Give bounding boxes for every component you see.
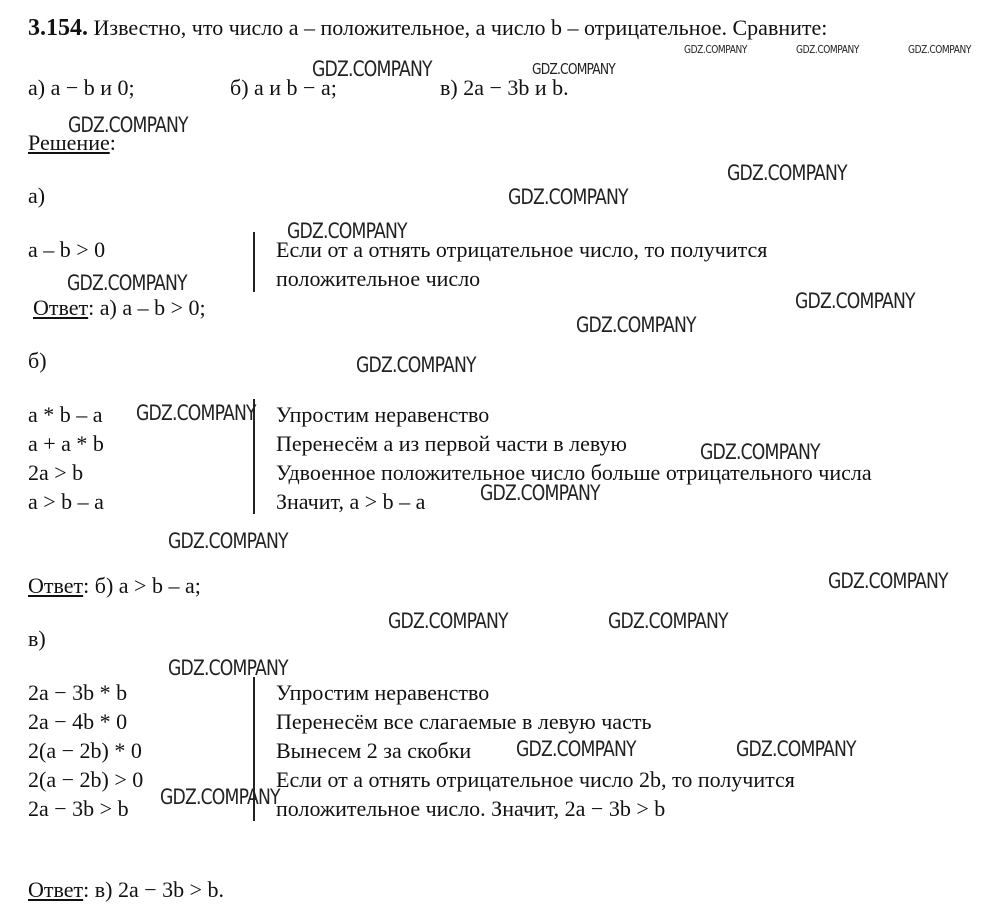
problem-number: 3.154. — [28, 15, 88, 41]
watermark: GDZ.COMPANY — [796, 43, 859, 56]
part-c-answer-text: : в) 2a − 3b > b. — [83, 877, 225, 902]
part-c-step-1: 2a − 3b * b — [28, 680, 128, 705]
part-b-comment-4: Значит, a > b – a — [276, 489, 426, 514]
watermark: GDZ.COMPANY — [312, 57, 432, 81]
part-b-step-4: a > b – a — [28, 489, 104, 514]
watermark: GDZ.COMPANY — [576, 313, 696, 337]
solution-colon: : — [109, 130, 116, 155]
part-b-comment-2: Перенесём a из первой части в левую — [276, 431, 627, 456]
watermark: GDZ.COMPANY — [700, 440, 820, 464]
watermark: GDZ.COMPANY — [908, 43, 971, 56]
part-a-label: а) — [28, 183, 46, 208]
answer-word: Ответ — [28, 573, 84, 598]
problem-header — [28, 15, 827, 41]
part-c-step-4: 2(a − 2b) > 0 — [28, 767, 144, 792]
part-b-answer-text: : б) a > b – a; — [83, 573, 201, 598]
task-part-a: а) a − b и 0; — [28, 75, 135, 100]
part-a-step-1: a – b > 0 — [28, 237, 106, 262]
watermark: GDZ.COMPANY — [532, 60, 615, 78]
part-a-comment-1: Если от a отнять отрицательное число, то получится — [276, 237, 768, 262]
watermark: GDZ.COMPANY — [160, 785, 280, 809]
part-a-comment-2: положительное число — [276, 266, 481, 291]
part-c-comment-4: Если от a отнять отрицательное число 2b, то получится — [276, 767, 795, 792]
task-part-c: в) 2a − 3b и b. — [440, 75, 569, 100]
answer-word: Ответ — [33, 295, 89, 320]
watermark: GDZ.COMPANY — [508, 185, 628, 209]
part-b-answer — [28, 573, 201, 599]
part-c-step-3: 2(a − 2b) * 0 — [28, 738, 142, 763]
watermark: GDZ.COMPANY — [356, 353, 476, 377]
watermark: GDZ.COMPANY — [68, 113, 188, 137]
watermark: GDZ.COMPANY — [480, 481, 600, 505]
part-b-comment-3: Удвоенное положительное число больше отрицательного числа — [276, 460, 872, 485]
watermark: GDZ.COMPANY — [168, 656, 288, 680]
watermark: GDZ.COMPANY — [287, 219, 407, 243]
watermark: GDZ.COMPANY — [795, 289, 915, 313]
part-c-answer — [28, 877, 224, 903]
task-part-b: б) a и b − a; — [230, 75, 337, 100]
watermark: GDZ.COMPANY — [516, 737, 636, 761]
answer-word: Ответ — [28, 877, 84, 902]
part-c-comment-1: Упростим неравенство — [276, 680, 490, 705]
part-c-label: в) — [28, 626, 46, 651]
solution-word: Решение — [28, 130, 110, 155]
part-b-step-2: a + a * b — [28, 431, 104, 456]
part-c-comment-5: положительное число. Значит, 2a − 3b > b — [276, 796, 666, 821]
watermark: GDZ.COMPANY — [67, 271, 187, 295]
watermark: GDZ.COMPANY — [828, 569, 948, 593]
problem-statement: Известно, что число a – положительное, а число b – отрицательное. Сравните: — [93, 15, 828, 40]
part-b-label: б) — [28, 348, 47, 373]
watermark: GDZ.COMPANY — [608, 609, 728, 633]
part-a-answer-text: : а) a – b > 0; — [88, 295, 206, 320]
part-b-comment-1: Упростим неравенство — [276, 402, 490, 427]
part-a-divider — [253, 232, 255, 292]
part-a-answer — [33, 295, 206, 321]
watermark: GDZ.COMPANY — [136, 401, 256, 425]
watermark: GDZ.COMPANY — [684, 43, 747, 56]
watermark: GDZ.COMPANY — [727, 161, 847, 185]
watermark: GDZ.COMPANY — [168, 529, 288, 553]
watermark: GDZ.COMPANY — [388, 609, 508, 633]
part-c-step-5: 2a − 3b > b — [28, 796, 129, 821]
part-c-step-2: 2a − 4b * 0 — [28, 709, 128, 734]
part-c-comment-2: Перенесём все слагаемые в левую часть — [276, 709, 652, 734]
watermark: GDZ.COMPANY — [736, 737, 856, 761]
part-c-comment-3: Вынесем 2 за скобки — [276, 738, 472, 763]
part-b-step-1: a * b – a — [28, 402, 103, 427]
part-b-step-3: 2a > b — [28, 460, 84, 485]
